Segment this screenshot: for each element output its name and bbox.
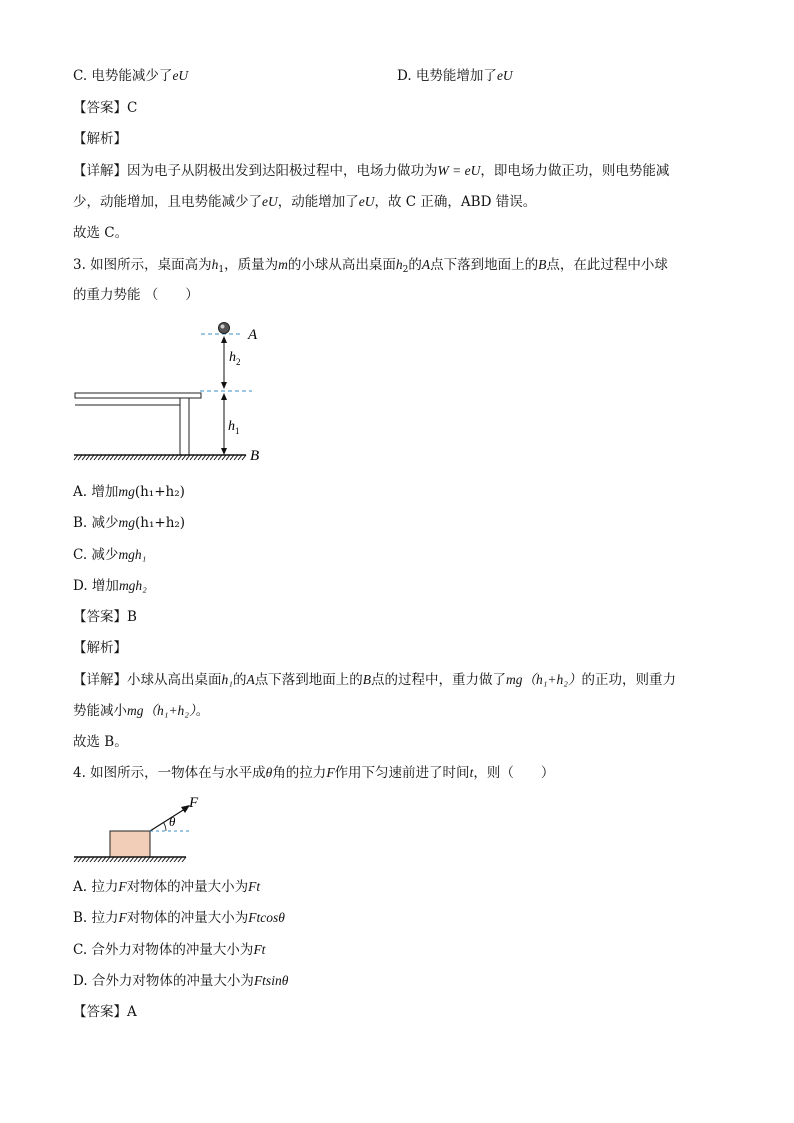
q3-option-c[interactable] [73,545,146,565]
q4-option-b-text: 对物体的冲量大小为 [126,910,249,926]
q3-detail-line-1 [73,670,676,690]
q3-detail-text: 的正功，则重力 [581,672,676,688]
q2-detail-line-1 [73,161,669,181]
q2-detail-math: W = eU [437,163,481,178]
q3-stem-sub: 2 [402,265,409,275]
q4-option-b-math: F [118,910,127,925]
q3-arrowhead-icon [221,382,227,389]
q4-figure [70,793,210,868]
q4-option-a[interactable] [73,877,260,897]
q3-option-a-text: A. 增加 [73,484,119,500]
q2-answer: 【答案】C [73,100,138,116]
q3-table-leg [180,398,189,455]
q4-angle-arc [164,823,167,832]
q3-stem-text: 3. 如图所示，桌面高为 [73,257,212,273]
q4-stem-text: 角的拉力 [272,765,327,781]
q3-stem-math: h [395,257,403,272]
q3-choose: 故选 B。 [73,734,128,750]
q4-stem-math: F [326,765,335,780]
q2-option-c-text: C. 电势能减少了 [73,68,173,84]
q3-detail-text: 点下落到地面上的 [254,672,363,688]
q3-detail-math: B [362,672,371,687]
q3-label-a: A [248,327,258,343]
q2-detail-math: eU [262,194,278,209]
q3-arrowhead-icon [221,393,227,400]
q4-block [110,831,150,857]
q4-stem-text: 作用下匀速前进了时间 [334,765,470,781]
q3-arrowhead-icon [221,336,227,343]
q3-ball-icon [219,323,230,334]
q3-stem-text: 的小球从高出桌面 [287,257,396,273]
q3-stem-text: ，质量为 [224,257,279,273]
q3-stem-math: B [538,257,547,272]
q4-stem-text: 4. 如图所示，一物体在与水平成 [73,765,266,781]
q4-option-b-text: B. 拉力 [73,910,119,926]
q3-detail-text: 。 [195,703,210,719]
q2-option-d-math: eU [496,68,513,83]
q3-stem-math: h [211,257,219,272]
q2-option-d-text: D. 电势能增加了 [397,68,497,84]
q3-detail-math: A [246,672,255,687]
q3-arrowhead-icon [221,448,227,455]
q4-option-d[interactable] [73,971,288,991]
q2-analysis-heading: 【解析】 [73,131,127,147]
q2-detail-math: eU [358,194,375,209]
q3-option-b[interactable] [73,513,185,533]
q3-option-d-math: mgh₂ [118,578,147,593]
q3-stem-text: 点下落到地面上的 [430,257,539,273]
q3-option-c-text: C. 减少 [73,547,119,563]
q3-stem-text: 的 [408,257,422,273]
q2-detail-text: ，即电场力做正功，则电势能减 [480,163,670,179]
q3-stem-text: 点，在此过程中小球 [546,257,668,273]
q2-option-d[interactable] [397,66,513,86]
q2-detail-text: 少，动能增加，且电势能减少了 [73,194,262,210]
q3-option-b-math: mg [118,515,136,530]
q4-option-d-value: Ftsinθ [253,973,289,988]
q3-stem-sub: 1 [218,265,225,275]
q3-figure [70,315,280,470]
q3-option-a-tail: (h₁+h₂) [134,484,185,500]
q4-stem [73,763,554,783]
q3-detail-math: mg（h₁+h₂） [505,672,582,687]
q4-option-a-text: 对物体的冲量大小为 [126,879,249,895]
q4-label-f: F [189,795,199,811]
q4-stem-math: θ [265,765,273,780]
q3-detail-text: 点的过程中，重力做了 [370,672,506,688]
q4-stem-math: t [469,765,474,780]
q4-label-theta: θ [169,814,176,829]
q3-option-b-tail: (h₁+h₂) [135,515,186,531]
q3-label-h2: $h_2$ [229,350,241,367]
q3-detail-text: 【详解】小球从高出桌面 [73,672,222,688]
q3-option-d-text: D. 增加 [73,578,119,594]
q4-option-c[interactable] [73,940,265,960]
q2-detail-text: ，动能增加了 [277,194,359,210]
q4-option-d-text: D. 合外力对物体的冲量大小为 [73,973,254,989]
q2-detail-line-2 [73,192,536,212]
q2-detail-text: 【详解】因为电子从阴极出发到达阳极过程中，电场力做功为 [73,163,438,179]
q4-option-c-text: C. 合外力对物体的冲量大小为 [73,942,254,958]
q4-option-a-math: F [118,879,127,894]
q3-label-b: B [250,448,260,464]
q3-detail-text: 势能减小 [73,703,127,719]
q3-detail-math: mg（h₁+h₂） [127,703,196,718]
q3-detail-line-2 [73,701,209,721]
q2-detail-text: ，故 C 正确，ABD 错误。 [374,194,537,210]
q4-stem-text: ，则（ ） [473,765,555,781]
q3-option-a-math: mg [118,484,135,499]
q2-choose: 故选 C。 [73,225,129,241]
q3-option-a[interactable] [73,482,185,502]
q4-answer: 【答案】A [73,1004,137,1020]
q3-detail-math: h₁ [221,672,233,687]
q4-option-b[interactable] [73,908,285,928]
q3-detail-text: 的 [232,672,247,688]
q3-stem-line-1 [73,255,668,280]
q3-option-d[interactable] [73,576,147,596]
q3-ball-highlight [221,325,225,329]
q2-option-c[interactable] [73,66,188,86]
q3-answer: 【答案】B [73,609,137,625]
q3-stem-line-2: 的重力势能 （ ） [73,287,199,303]
q4-option-a-text: A. 拉力 [73,879,119,895]
q3-option-c-math: mgh₁ [118,547,147,562]
q4-option-a-value: Ft [248,879,261,894]
q3-stem-math: A [421,257,431,272]
q3-analysis-heading: 【解析】 [73,640,127,656]
q3-stem-math: m [278,257,288,272]
q3-label-h1: $h_1$ [228,419,240,436]
q3-table-top [75,393,201,398]
q3-option-b-text: B. 减少 [73,515,119,531]
q4-option-c-value: Ft [253,942,266,957]
q2-option-c-math: eU [172,68,189,83]
q4-option-b-value: Ftcosθ [248,910,285,925]
